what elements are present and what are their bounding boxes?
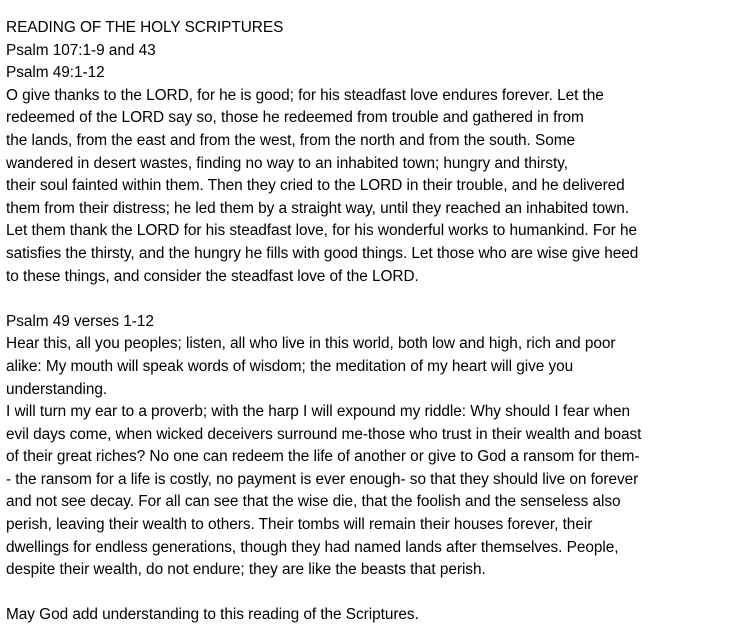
passage-line: despite their wealth, do not endure; they are like the beasts that perish.: [6, 561, 486, 579]
reference-psalm-49: Psalm 49:1-12: [6, 64, 105, 82]
passage-line: alike: My mouth will speak words of wisdom; the meditation of my heart will give you: [6, 357, 574, 375]
passage-line: to these things, and consider the steadfast love of the LORD.: [6, 267, 419, 285]
passage-line: understanding.: [6, 380, 108, 398]
passage-psalm-49: [6, 333, 728, 582]
passage-line: them from their distress; he led them by a straight way, until they reached an inhabited town.: [6, 199, 629, 217]
passage-line: dwellings for endless generations, though they had named lands after themselves. People,: [6, 538, 619, 556]
passage-psalm-107: [6, 85, 728, 288]
paragraph-spacer: [6, 288, 728, 311]
passage-line: their soul fainted within them. Then they cried to the LORD in their trouble, and he delivered: [6, 177, 625, 195]
passage-line: the lands, from the east and from the west, from the north and from the south. Some: [6, 131, 576, 149]
reference-psalm-107: Psalm 107:1-9 and 43: [6, 41, 156, 59]
passage-line: Hear this, all you peoples; listen, all who live in this world, both low and high, rich and poor: [6, 335, 616, 353]
paragraph-spacer: [6, 582, 728, 605]
document-heading: READING OF THE HOLY SCRIPTURES: [6, 19, 284, 36]
passage-line: evil days come, when wicked deceivers surround me-those who trust in their wealth and boast: [6, 425, 642, 443]
passage-line: satisfies the thirsty, and the hungry he fills with good things. Let those who are wise give heed: [6, 244, 639, 262]
passage-line: perish, leaving their wealth to others. Their tombs will remain their houses forever, their: [6, 516, 593, 534]
passage-line: of their great riches? No one can redeem the life of another or give to God a ransom for them-: [6, 448, 640, 466]
passage-line: wandered in desert wastes, finding no way to an inhabited town; hungry and thirsty,: [6, 154, 568, 172]
passage-line: Let them thank the LORD for his steadfast love, for his wonderful works to humankind. For he: [6, 222, 638, 240]
passage-line: I will turn my ear to a proverb; with the harp I will expound my riddle: Why should I fear when: [6, 403, 630, 421]
passage-psalm-49-heading: Psalm 49 verses 1-12: [6, 312, 154, 330]
closing-statement: May God add understanding to this reading of the Scriptures.: [6, 606, 419, 624]
passage-line: O give thanks to the LORD, for he is good; for his steadfast love endures forever. Let the: [6, 86, 604, 104]
passage-line: - the ransom for a life is costly, no payment is ever enough- so that they should live on forever: [6, 470, 639, 488]
scripture-document: [6, 17, 728, 627]
passage-line: and not see decay. For all can see that the wise die, that the foolish and the senseless also: [6, 493, 621, 511]
passage-line: redeemed of the LORD say so, those he redeemed from trouble and gathered in from: [6, 109, 584, 127]
